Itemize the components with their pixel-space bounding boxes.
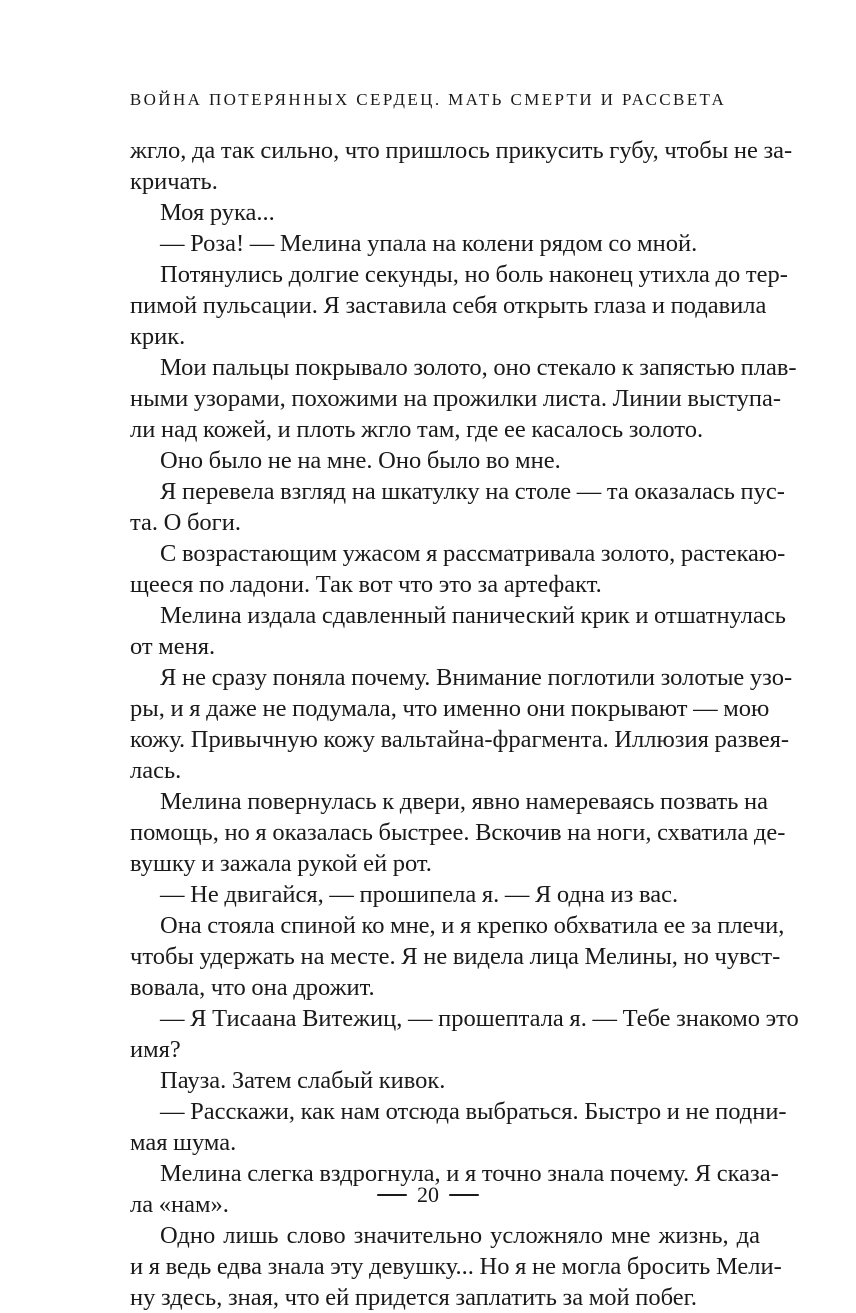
text-line: помощь, но я оказалась быстрее. Вскочив на ноги, схватила де- [130,819,786,846]
text-line: Она стояла спиной ко мне, и я крепко обхватила ее за плечи, [160,912,785,939]
text-line: имя? [130,1036,181,1063]
text-line: — Роза! — Мелина упала на колени рядом со мной. [160,230,698,257]
text-line: — Я Тисаана Витежиц, — прошептала я. — Тебе знакомо это [160,1005,799,1032]
text-line: ну здесь, зная, что ей придется заплатить за мой побег. [130,1284,698,1311]
text-line: ры, и я даже не подумала, что именно они покрывают — мою [130,695,770,722]
text-line: крик. [130,323,186,350]
running-header: ВОЙНА ПОТЕРЯННЫХ СЕРДЕЦ. МАТЬ СМЕРТИ И РАССВЕТА [129,90,727,109]
text-line: Мелина слегка вздрогнула, и я точно знала почему. Я сказа- [160,1160,779,1187]
text-line: Оно было не на мне. Оно было во мне. [160,447,561,474]
text-line: Мои пальцы покрывало золото, оно стекало к запястью плав- [160,354,797,381]
page-folio [0,1182,856,1208]
text-line: лась. [130,757,182,784]
text-line: жгло, да так сильно, что пришлось прикусить губу, чтобы не за- [130,137,793,164]
text-line: та. О боги. [130,509,241,536]
text-line: ными узорами, похожими на прожилки листа. Линии выступа- [130,385,782,412]
text-line: чтобы удержать на месте. Я не видела лица Мелины, но чувст- [130,943,781,970]
page-number: 20 [417,1182,439,1207]
text-line: Потянулись долгие секунды, но боль наконец утихла до тер- [160,261,788,288]
text-line: Мелина повернулась к двери, явно намереваясь позвать на [160,788,769,815]
folio-rule-left [377,1194,407,1196]
body-text [130,135,799,1313]
text-line: — Расскажи, как нам отсюда выбраться. Быстро и не подни- [160,1098,787,1125]
text-line: щееся по ладони. Так вот что это за артефакт. [130,571,602,598]
text-line: кожу. Привычную кожу вальтайна-фрагмента. Иллюзия развея- [130,726,790,753]
text-line: пимой пульсации. Я заставила себя открыть глаза и подавила [130,292,767,319]
text-line: Я перевела взгляд на шкатулку на столе — та оказалась пус- [160,478,785,505]
text-line: Пауза. Затем слабый кивок. [160,1067,446,1094]
text-line: вушку и зажала рукой ей рот. [130,850,432,877]
text-line: кричать. [130,168,218,195]
text-line: от меня. [130,633,216,660]
text-line: — Не двигайся, — прошипела я. — Я одна из вас. [160,881,679,908]
text-line: и я ведь едва знала эту девушку... Но я не могла бросить Мели- [130,1253,782,1280]
folio-rule-right [449,1194,479,1196]
text-line: ли над кожей, и плоть жгло там, где ее касалось золото. [130,416,704,443]
text-line: вовала, что она дрожит. [130,974,375,1001]
text-line: С возрастающим ужасом я рассматривала золото, растекаю- [160,540,786,567]
text-line: Одно лишь слово значительно усложняло мне жизнь, да [160,1222,760,1249]
text-line: мая шума. [130,1129,237,1156]
text-line: Я не сразу поняла почему. Внимание поглотили золотые узо- [160,664,793,691]
text-line: Моя рука... [160,199,275,226]
text-line: Мелина издала сдавленный панический крик и отшатнулась [160,602,786,629]
text-line: ла «нам». [130,1191,229,1218]
